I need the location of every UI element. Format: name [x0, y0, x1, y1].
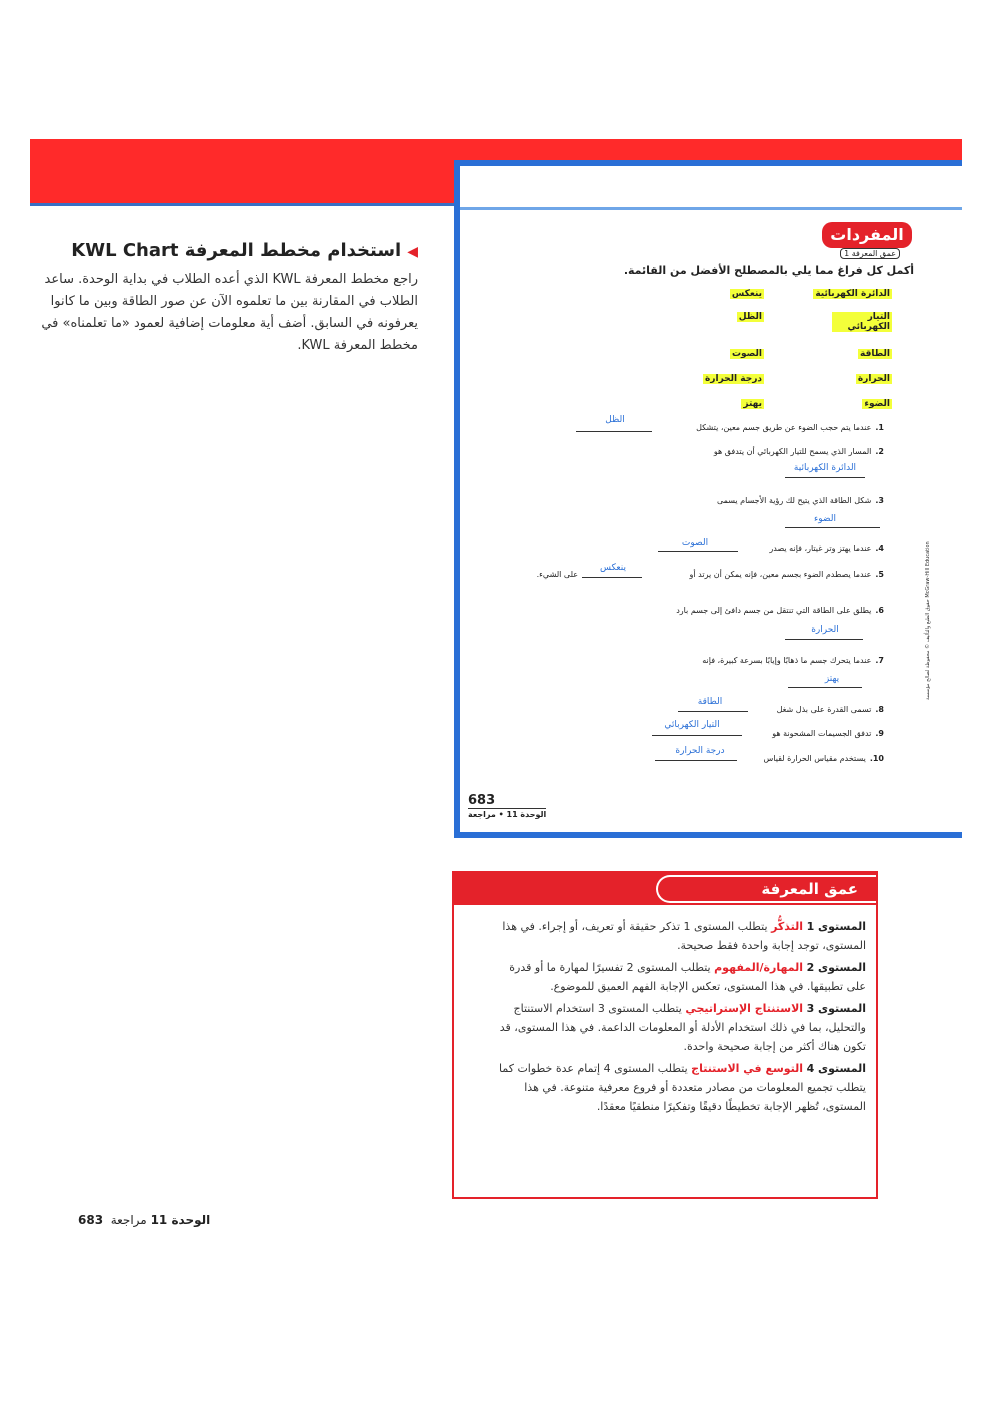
blank-line — [576, 431, 652, 432]
footer-page-number: 683 — [78, 1213, 104, 1227]
footer-review: مراجعة — [110, 1213, 147, 1227]
question-10: 10.يستخدم مقياس الحرارة لقياس — [763, 754, 884, 763]
term-item: ينعكس — [731, 289, 762, 299]
dok-title: عمق المعرفة — [656, 875, 876, 903]
answer-7: يهتز — [824, 674, 840, 684]
term-item: الظل — [738, 312, 762, 322]
kwl-title-text: استخدام مخطط المعرفة KWL Chart — [71, 240, 402, 261]
question-5-tail: على الشيء. — [536, 570, 578, 579]
blank-line — [785, 639, 863, 640]
term-item: درجة الحرارة — [704, 374, 762, 384]
term-item: يهتز — [743, 399, 762, 409]
answer-9: التيار الكهربائي — [664, 720, 720, 730]
blank-line — [785, 477, 865, 478]
student-page-footer: الوحدة 11 • مراجعة — [468, 810, 547, 819]
student-page-top-band — [460, 166, 962, 210]
term-item: الحرارة — [857, 374, 890, 384]
kwl-title — [40, 240, 418, 261]
question-7: 7.عندما يتحرك جسم ما ذهابًا وإيابًا بسرعة كبيرة، فإنه — [702, 656, 884, 665]
dok-box — [452, 871, 878, 1199]
question-6: 6.يطلق على الطاقة التي تنتقل من جسم دافئ إلى جسم بارد — [676, 606, 884, 615]
vocab-instruction: أكمل كل فراغ مما يلي بالمصطلح الأفضل من القائمة. — [623, 264, 914, 277]
triangle-bullet-icon: ◀ — [407, 244, 418, 260]
question-3: 3.شكل الطاقة الذي يتيح لك رؤية الأجسام يسمى — [716, 496, 884, 505]
term-item: الطاقة — [860, 349, 890, 359]
answer-3: الضوء — [814, 514, 836, 524]
dok-body — [494, 917, 866, 1119]
answer-5: ينعكس — [599, 563, 626, 573]
answer-1: الظل — [605, 415, 625, 425]
term-item: الضوء — [864, 399, 890, 409]
answer-2: الدائرة الكهربائية — [793, 463, 857, 473]
question-9: 9.تدفق الجسيمات المشحونة هو — [772, 729, 884, 738]
question-8: 8.تسمى القدرة على بذل شغل — [776, 705, 884, 714]
student-page-number: 683 — [468, 793, 496, 808]
question-2: 2.المسار الذي يسمح للتيار الكهربائي أن يتدفق هو — [713, 447, 884, 456]
dok-level-1: المستوى 1 التذكُّر يتطلب المستوى 1 تذكر حقيقة أو تعريف، أو إجراء. في هذا المستوى، توجد إجابة واحدة فقط صحيحة. — [502, 920, 866, 952]
blank-line — [678, 711, 748, 712]
term-item: الصوت — [731, 349, 762, 359]
blank-line — [655, 760, 737, 761]
term-item: الدائرة الكهربائية — [815, 289, 890, 299]
vocab-dok-tag: عمق المعرفة 1 — [840, 248, 900, 259]
footer-unit: الوحدة 11 — [150, 1213, 211, 1227]
dok-level-3: المستوى 3 الاستنتاج الإستراتيجي يتطلب المستوى 3 استخدام الاستنتاج والتحليل، بما في ذلك استخدام الأدلة أو المعلومات الداعمة. في هذا المستوى، قد تكون هناك أكثر من إجابة صحيحة واحدة. — [499, 1002, 866, 1053]
vocab-title: المفردات — [822, 222, 912, 248]
blank-line — [785, 527, 880, 528]
question-1: 1.عندما يتم حجب الضوء عن طريق جسم معين، يتشكل — [696, 423, 884, 432]
question-5: 5.عندما يصطدم الضوء بجسم معين، فإنه يمكن أن يرتد أو — [689, 570, 884, 579]
answer-8: الطاقة — [697, 697, 723, 707]
dok-level-4: المستوى 4 التوسع في الاستنتاج يتطلب المستوى 4 إتمام عدة خطوات كما يتطلب تجميع المعلومات من مصادر متعددة أو فروع معرفية متنوعة. في هذا المستوى، تُظهر الإجابة تخطيطًا دقيقًا وتفكيرًا منطقيًا معقدًا. — [499, 1062, 866, 1113]
header-blue-rule — [30, 203, 455, 206]
question-4: 4.عندما يهتز وتر غيتار، فإنه يصدر — [769, 544, 884, 553]
page-footer — [78, 1213, 210, 1227]
kwl-body: راجع مخطط المعرفة KWL الذي أعده الطلاب في بداية الوحدة. ساعد الطلاب في المقارنة بين ما تعلموه الآن عن صور الطاقة وبين ما كانوا يعرفونه في السابق. أضف أية معلومات إضافية لعمود «ما تعلمناه» في مخطط المعرفة KWL. — [41, 272, 418, 353]
blank-line — [658, 551, 738, 552]
answer-6: الحرارة — [811, 625, 839, 635]
blank-line — [582, 577, 642, 578]
term-item: التيار الكهربائي — [832, 312, 892, 332]
kwl-section — [40, 240, 418, 357]
answer-4: الصوت — [681, 538, 709, 548]
blank-line — [788, 687, 862, 688]
blank-line — [652, 735, 742, 736]
answer-10: درجة الحرارة — [675, 746, 725, 756]
side-credit: حقوق الطبع والتأليف © محفوظة لصالح مؤسسة McGraw-Hill Education — [925, 541, 931, 700]
dok-level-2: المستوى 2 المهارة/المفهوم يتطلب المستوى 2 تفسيرًا لمهارة ما أو قدرة على تطبيقها. في هذا المستوى، تعكس الإجابة الفهم العميق للموضوع. — [509, 961, 866, 993]
